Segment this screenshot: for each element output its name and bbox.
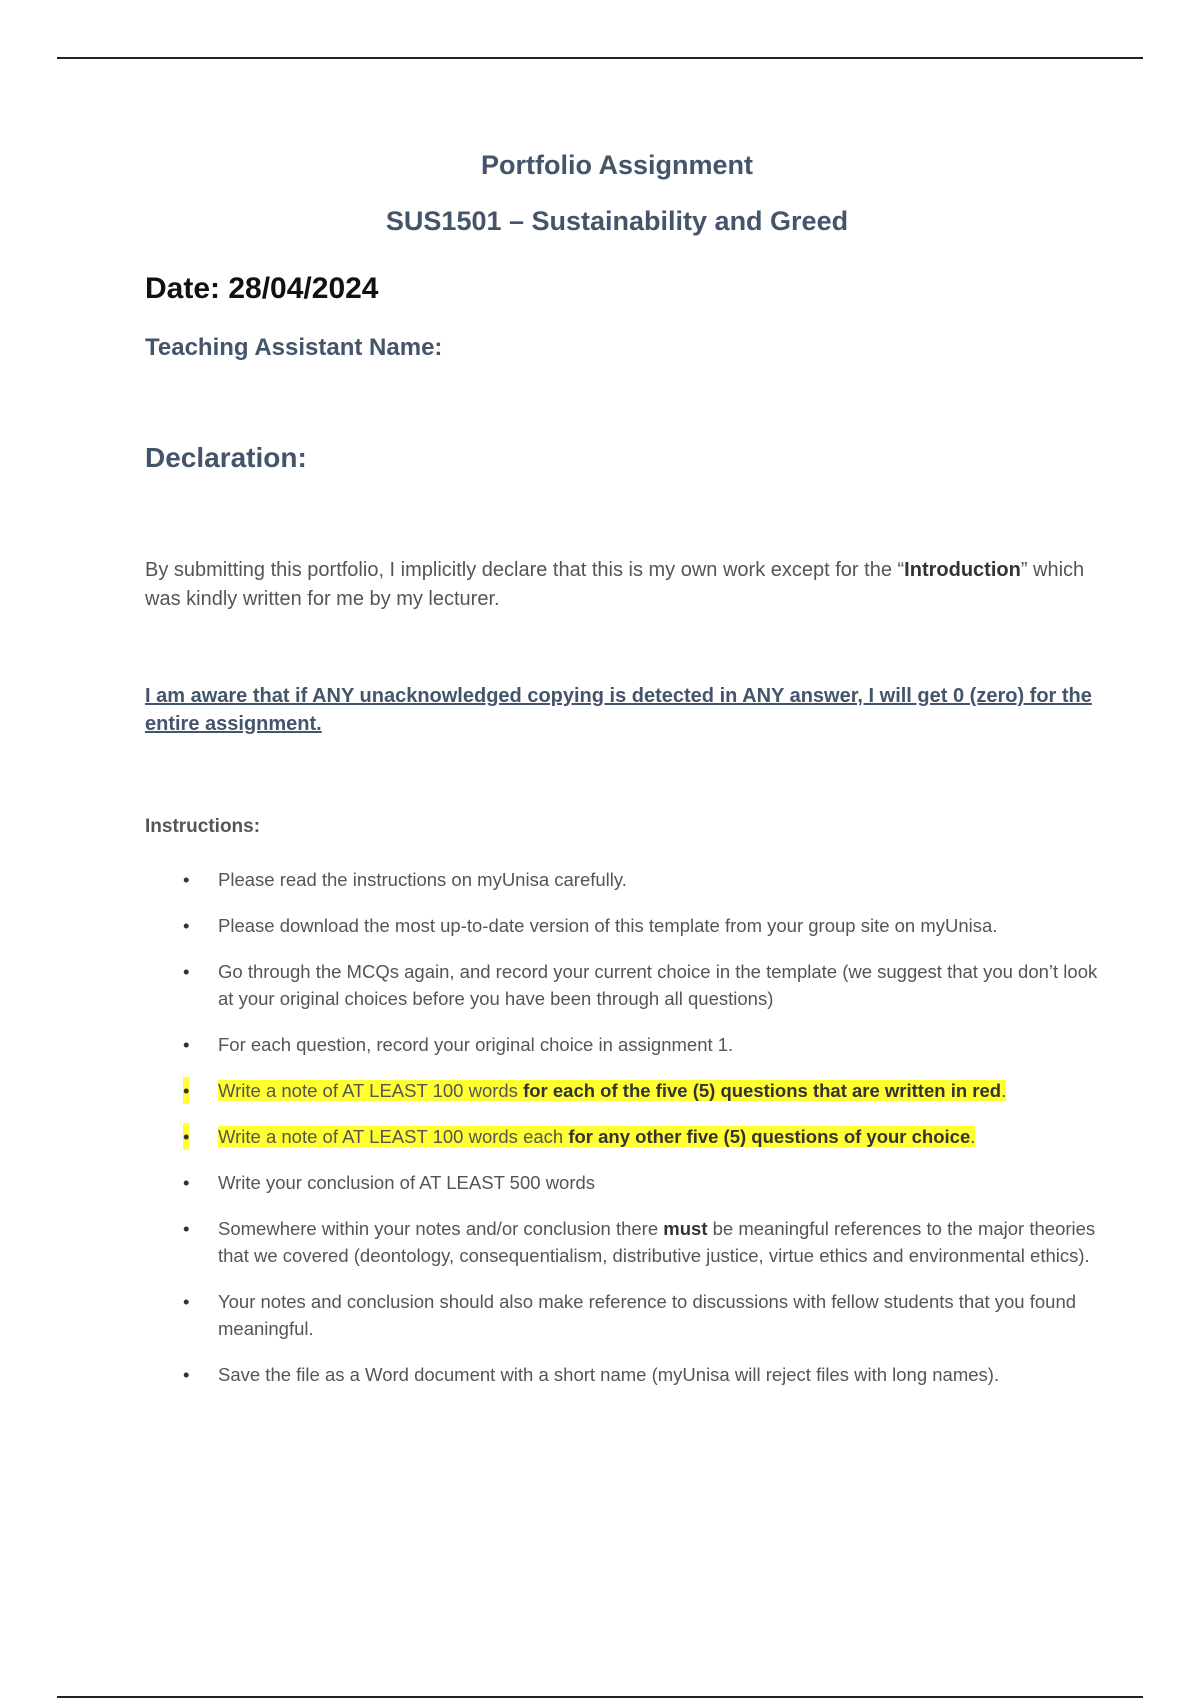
header-rule bbox=[57, 57, 1143, 59]
instruction-text-b: . bbox=[1001, 1080, 1007, 1101]
instruction-text: Save the file as a Word document with a short name (myUnisa will reject files with long names). bbox=[218, 1364, 1000, 1385]
instruction-text bbox=[218, 1218, 1095, 1266]
bullet-icon: • bbox=[183, 1218, 190, 1239]
instruction-text-bold: must bbox=[663, 1218, 708, 1239]
declaration-text bbox=[145, 556, 1105, 614]
instruction-text-bold: for each of the five (5) questions that are written in red bbox=[523, 1080, 1002, 1101]
instruction-text-highlighted bbox=[218, 1080, 1006, 1101]
bullet-icon: • bbox=[183, 1123, 189, 1150]
instruction-text-a: Write a note of AT LEAST 100 words each bbox=[218, 1126, 569, 1147]
declaration-text-bold: Introduction bbox=[904, 559, 1021, 581]
instruction-text-a: Somewhere within your notes and/or conclusion there bbox=[218, 1218, 664, 1239]
footer-rule bbox=[57, 1696, 1143, 1698]
bullet-icon: • bbox=[183, 869, 190, 890]
instruction-item bbox=[145, 958, 1105, 1012]
teaching-assistant-label: Teaching Assistant Name: bbox=[145, 334, 443, 361]
bullet-icon: • bbox=[183, 1364, 190, 1385]
instruction-text: Please download the most up-to-date version of this template from your group site on myUnisa. bbox=[218, 915, 998, 936]
instruction-text: Go through the MCQs again, and record your current choice in the template (we suggest that you don’t look at your original choices before you have been through all questions) bbox=[218, 961, 1098, 1009]
instruction-text: Your notes and conclusion should also make reference to discussions with fellow students that you found meaningful. bbox=[218, 1291, 1077, 1339]
instruction-text: For each question, record your original choice in assignment 1. bbox=[218, 1034, 734, 1055]
declaration-text-part2: ” which was kindly written for me by my lecturer. bbox=[145, 559, 1085, 610]
instruction-item-highlighted bbox=[145, 1077, 1105, 1104]
bullet-icon: • bbox=[183, 1172, 190, 1193]
instruction-item-highlighted bbox=[145, 1123, 1105, 1150]
date-label: Date: 28/04/2024 bbox=[145, 272, 379, 305]
document-title: Portfolio Assignment bbox=[480, 150, 753, 180]
instruction-text: Write your conclusion of AT LEAST 500 words bbox=[218, 1172, 596, 1193]
instruction-text-highlighted bbox=[218, 1126, 975, 1147]
instruction-text-b: be meaningful references to the major theories that we covered (deontology, consequentialism, distributive justice, virtue ethics and environmental ethics). bbox=[218, 1218, 1096, 1266]
instruction-item bbox=[145, 1031, 1105, 1058]
bullet-icon: • bbox=[183, 1291, 190, 1312]
instruction-text: Please read the instructions on myUnisa carefully. bbox=[218, 869, 627, 890]
instruction-text-b: . bbox=[970, 1126, 976, 1147]
declaration-text-part1: By submitting this portfolio, I implicitly declare that this is my own work except for the “ bbox=[145, 559, 905, 581]
course-title: SUS1501 – Sustainability and Greed bbox=[385, 206, 849, 236]
bullet-icon: • bbox=[183, 915, 190, 936]
declaration-heading: Declaration: bbox=[145, 442, 307, 473]
instruction-text-bold: for any other five (5) questions of your choice bbox=[568, 1126, 971, 1147]
bullet-icon: • bbox=[183, 1077, 189, 1104]
bullet-icon: • bbox=[183, 1034, 190, 1055]
bullet-icon: • bbox=[183, 961, 190, 982]
instructions-list bbox=[145, 866, 1105, 1407]
instruction-text-a: Write a note of AT LEAST 100 words bbox=[218, 1080, 524, 1101]
instruction-item bbox=[145, 1361, 1105, 1388]
instructions-heading: Instructions: bbox=[145, 816, 261, 837]
instruction-item bbox=[145, 1169, 1105, 1196]
instruction-item bbox=[145, 1215, 1105, 1269]
instruction-item bbox=[145, 866, 1105, 893]
instruction-item bbox=[145, 1288, 1105, 1342]
copying-warning: I am aware that if ANY unacknowledged copying is detected in ANY answer, I will get 0 (zero) for the entire assignment. bbox=[145, 685, 1092, 735]
instruction-item bbox=[145, 912, 1105, 939]
